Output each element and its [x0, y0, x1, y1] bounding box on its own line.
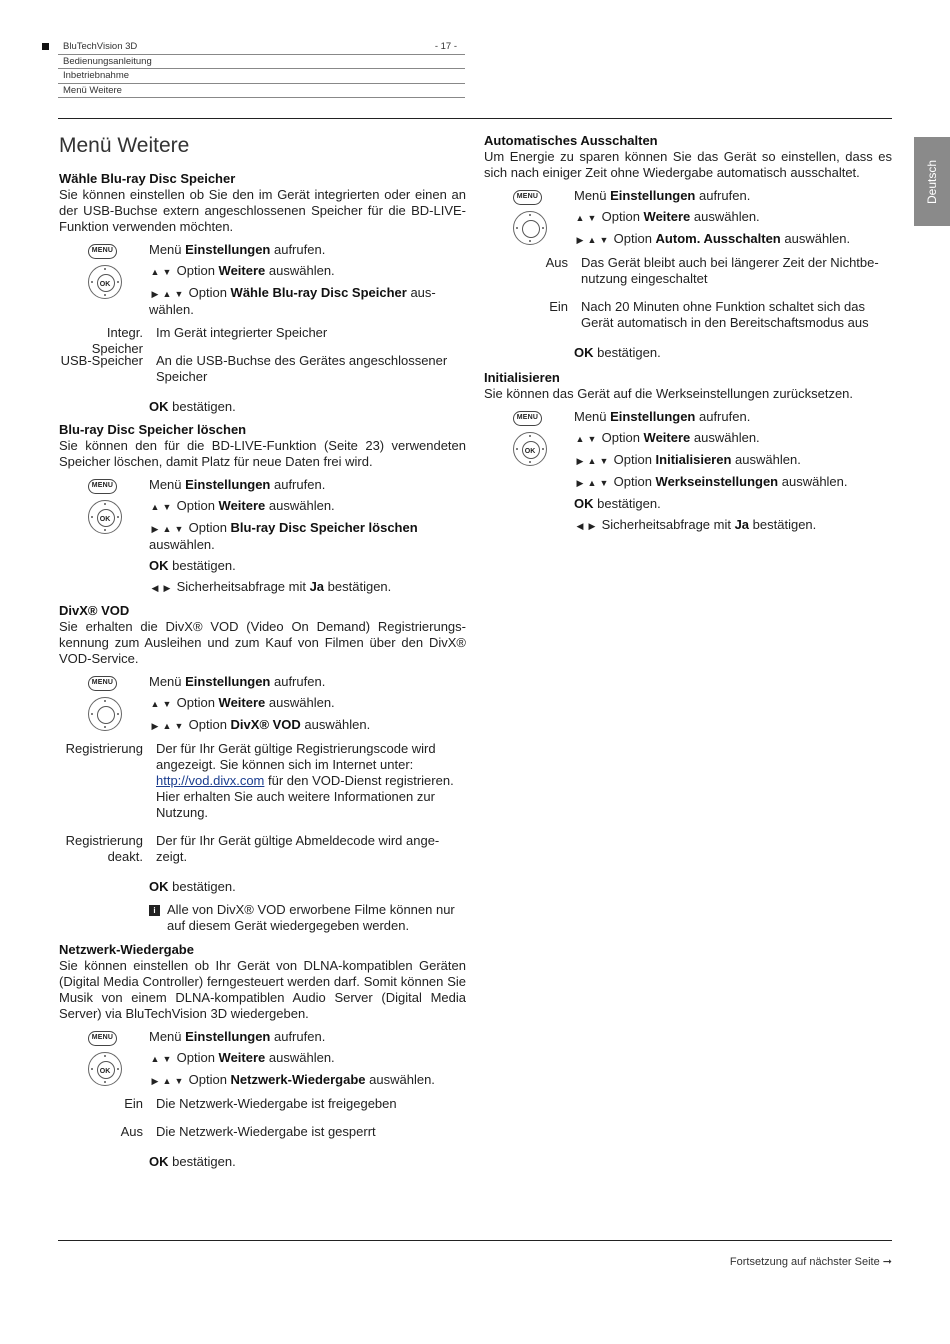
arrow-down-icon: ▼ [174, 721, 184, 731]
arrow-up-icon: ▲ [162, 524, 172, 534]
step-select-option: ▲ ▼ Option Weitere auswählen. [150, 263, 335, 278]
arrow-up-icon: ▲ [587, 235, 597, 245]
arrow-up-icon: ▲ [162, 289, 172, 299]
step-select-sub: ▶ ▲ ▼ Option Initialisieren auswählen. [574, 450, 892, 472]
header-product: BluTechVision 3D - 17 - [58, 40, 465, 55]
steps-bd-loeschen [59, 475, 466, 599]
section-intro: Um Energie zu sparen können Sie das Gerät so einstellen, dass es sich nach einiger Zeit ohne Wiedergabe automatisch ausschaltet. [484, 149, 892, 180]
arrow-down-icon: ▼ [599, 456, 609, 466]
step-select-sub2: ▶ ▲ ▼ Option Werkseinstellungen auswählen. [574, 472, 892, 494]
steps-netzwerk [59, 1027, 466, 1092]
header-section: Menü Weitere [58, 84, 465, 99]
section-intro: Sie können das Gerät auf die Werkseinstellungen zurücksetzen. [484, 386, 854, 401]
step-select-sub: ▶ ▲ ▼ Option Autom. Ausschalten auswählen. [574, 229, 892, 251]
info-note: i Alle von DivX® VOD erworbene Filme können nur auf diesem Gerät wiedergegeben werden. [59, 902, 466, 934]
option-row: Integr. Speicher Im Gerät integrierter Speicher [91, 325, 328, 356]
arrow-right-icon: ▶ [576, 478, 584, 488]
step-select-option: ▲ ▼ Option Weitere auswählen. [150, 498, 335, 513]
arrow-down-icon: ▼ [174, 524, 184, 534]
remote-icons [88, 240, 122, 299]
arrow-up-icon: ▲ [587, 478, 597, 488]
step-select-option: ▲ ▼ Option Weitere auswählen. [575, 430, 760, 445]
steps-divx [59, 672, 466, 737]
step-open-menu: Menü Einstellungen aufrufen. [149, 674, 326, 689]
menu-button-icon: MENU [88, 1031, 117, 1046]
step-safety-confirm: ◀ ▶ Sicherheitsabfrage mit Ja bestätigen. [149, 577, 466, 599]
arrow-up-icon: ▲ [150, 1054, 160, 1064]
arrow-right-icon: ▶ [151, 721, 159, 731]
section-heading-bd-loeschen: Blu-ray Disc Speicher löschen [59, 422, 247, 437]
remote-icons [88, 475, 122, 534]
section-intro: Sie erhalten die DivX® VOD (Video On Demand) Registrierungs-kennung zum Ausleihen und zum Kauf von Filmen über den DivX® VOD-Service. [59, 619, 466, 666]
step-select-sub: ▶ ▲ ▼ Option DivX® VOD auswählen. [149, 715, 466, 737]
left-column [59, 130, 466, 1177]
section-intro: Sie können einstellen ob Sie den im Gerät integrierten oder einen an der USB-Buchse extern angeschlossenen Speicher für die BD-LIVE-Funktion verwenden möchten. [59, 187, 466, 234]
arrow-down-icon: ▼ [162, 267, 172, 277]
section-intro: Sie können einstellen ob Ihr Gerät von DLNA-kompatiblen Geräten (Digital Media Controller) ferngesteuert werden darf. Somit können Sie Musik von einem DLNA-kompatiblen Audio Server (Digital Media Server) via BluTechVision 3D wiedergeben. [59, 958, 466, 1021]
bottom-divider [58, 1240, 892, 1241]
ok-navigation-icon: OK [513, 432, 547, 466]
section-intro: Sie können den für die BD-LIVE-Funktion (Seite 23) verwendeten Speicher löschen, damit Platz für neue Daten frei wird. [59, 438, 466, 469]
language-tab: Deutsch [914, 137, 950, 226]
menu-button-icon: MENU [88, 479, 117, 494]
remote-icons [513, 407, 547, 466]
arrow-up-icon: ▲ [162, 721, 172, 731]
step-open-menu: Menü Einstellungen aufrufen. [574, 188, 751, 203]
arrow-left-icon: ◀ [151, 583, 159, 593]
menu-button-icon: MENU [513, 190, 542, 205]
option-row: Aus Die Netzwerk-Wiedergabe ist gesperrt [120, 1124, 376, 1139]
step-confirm: OK bestätigen. [149, 399, 236, 414]
arrow-right-icon: ▶ [576, 235, 584, 245]
arrow-right-icon: ▶ [151, 289, 159, 299]
option-row: USB-Speicher An die USB-Buchse des Gerätes angeschlossener Speicher [60, 353, 448, 384]
arrow-right-icon: ▶ [576, 456, 584, 466]
arrow-left-icon: ◀ [576, 521, 584, 531]
option-row: Registrierung Der für Ihr Gerät gültige Registrierungscode wird angezeigt. Sie können sich im Internet unter: http://vod.divx.com für den VOD-Dienst registrieren. Hier erhalten Sie auch weitere Informationen zur Nutzung. [65, 741, 454, 820]
info-icon: i [149, 905, 160, 916]
arrow-down-icon: ▼ [162, 502, 172, 512]
step-open-menu: Menü Einstellungen aufrufen. [574, 409, 751, 424]
top-divider [58, 118, 892, 119]
step-open-menu: Menü Einstellungen aufrufen. [149, 477, 326, 492]
arrow-right-icon: ▶ [151, 1076, 159, 1086]
ok-navigation-icon: OK [88, 265, 122, 299]
step-open-menu: Menü Einstellungen aufrufen. [149, 1029, 326, 1044]
menu-button-icon: MENU [88, 676, 117, 691]
running-header [58, 40, 465, 98]
steps-auto-aus [484, 186, 892, 251]
step-safety-confirm: ◀ ▶ Sicherheitsabfrage mit Ja bestätigen. [574, 515, 892, 537]
step-confirm: OK bestätigen. [574, 496, 661, 511]
arrow-down-icon: ▼ [599, 235, 609, 245]
option-row: Aus Das Gerät bleibt auch bei längerer Zeit der Nichtbe-nutzung eingeschaltet [545, 255, 879, 286]
step-confirm: OK bestätigen. [149, 1154, 236, 1169]
menu-button-icon: MENU [513, 411, 542, 426]
section-heading-netzwerk: Netzwerk-Wiedergabe [59, 942, 194, 957]
remote-icons [88, 1027, 122, 1086]
arrow-up-icon: ▲ [150, 699, 160, 709]
steps-bd-speicher [59, 240, 466, 321]
header-marker [42, 43, 49, 50]
section-heading-bd-speicher: Wähle Blu-ray Disc Speicher [59, 171, 236, 186]
menu-button-icon: MENU [88, 244, 117, 259]
arrow-down-icon: ▼ [162, 1054, 172, 1064]
divx-link[interactable]: http://vod.divx.com [156, 773, 265, 788]
option-row: Registrierung deakt. Der für Ihr Gerät gültige Abmeldecode wird ange-zeigt. [65, 833, 440, 864]
steps-init [484, 407, 892, 537]
remote-icons [513, 186, 547, 245]
step-select-option: ▲ ▼ Option Weitere auswählen. [150, 695, 335, 710]
navigation-ring-icon [513, 211, 547, 245]
option-row: Ein Die Netzwerk-Wiedergabe ist freigegeben [124, 1096, 397, 1111]
arrow-down-icon: ▼ [587, 434, 597, 444]
arrow-up-icon: ▲ [150, 502, 160, 512]
option-row: Ein Nach 20 Minuten ohne Funktion schaltet sich das Gerät automatisch in den Bereitschaftsmodus aus [549, 299, 869, 330]
step-open-menu: Menü Einstellungen aufrufen. [149, 242, 326, 257]
arrow-up-icon: ▲ [575, 213, 585, 223]
section-heading-init: Initialisieren [484, 370, 560, 385]
remote-icons [88, 672, 122, 731]
step-confirm: OK bestätigen. [149, 879, 236, 894]
section-heading-auto-aus: Automatisches Ausschalten [484, 133, 658, 148]
arrow-right-icon: ▶ [151, 524, 159, 534]
step-select-sub: ▶ ▲ ▼ Option Netzwerk-Wiedergabe auswählen. [149, 1070, 466, 1092]
right-column [484, 130, 892, 541]
step-select-sub: ▶ ▲ ▼ Option Wähle Blu-ray Disc Speicher aus-wählen. [149, 285, 436, 317]
arrow-right-icon: ▶ [163, 583, 171, 593]
step-select-option: ▲ ▼ Option Weitere auswählen. [150, 1050, 335, 1065]
arrow-down-icon: ▼ [174, 1076, 184, 1086]
arrow-up-icon: ▲ [587, 456, 597, 466]
ok-navigation-icon: OK [88, 500, 122, 534]
navigation-ring-icon [88, 697, 122, 731]
section-heading-divx: DivX® VOD [59, 603, 130, 618]
step-select-sub: ▶ ▲ ▼ Option Blu-ray Disc Speicher löschen auswählen. [149, 520, 418, 552]
ok-navigation-icon: OK [88, 1052, 122, 1086]
header-chapter: Inbetriebnahme [58, 69, 465, 84]
step-confirm: OK bestätigen. [574, 345, 661, 360]
arrow-up-icon: ▲ [162, 1076, 172, 1086]
arrow-right-icon: ▶ [588, 521, 596, 531]
page-title: Menü Weitere [59, 134, 190, 157]
step-select-option: ▲ ▼ Option Weitere auswählen. [575, 209, 760, 224]
arrow-up-icon: ▲ [150, 267, 160, 277]
arrow-down-icon: ▼ [599, 478, 609, 488]
arrow-up-icon: ▲ [575, 434, 585, 444]
continuation-note: Fortsetzung auf nächster Seite ➞ [729, 1256, 892, 1268]
page-number: - 17 - [434, 41, 457, 52]
step-confirm: OK bestätigen. [149, 558, 236, 573]
arrow-down-icon: ▼ [587, 213, 597, 223]
arrow-down-icon: ▼ [174, 289, 184, 299]
arrow-down-icon: ▼ [162, 699, 172, 709]
header-manual: Bedienungsanleitung [58, 55, 465, 70]
